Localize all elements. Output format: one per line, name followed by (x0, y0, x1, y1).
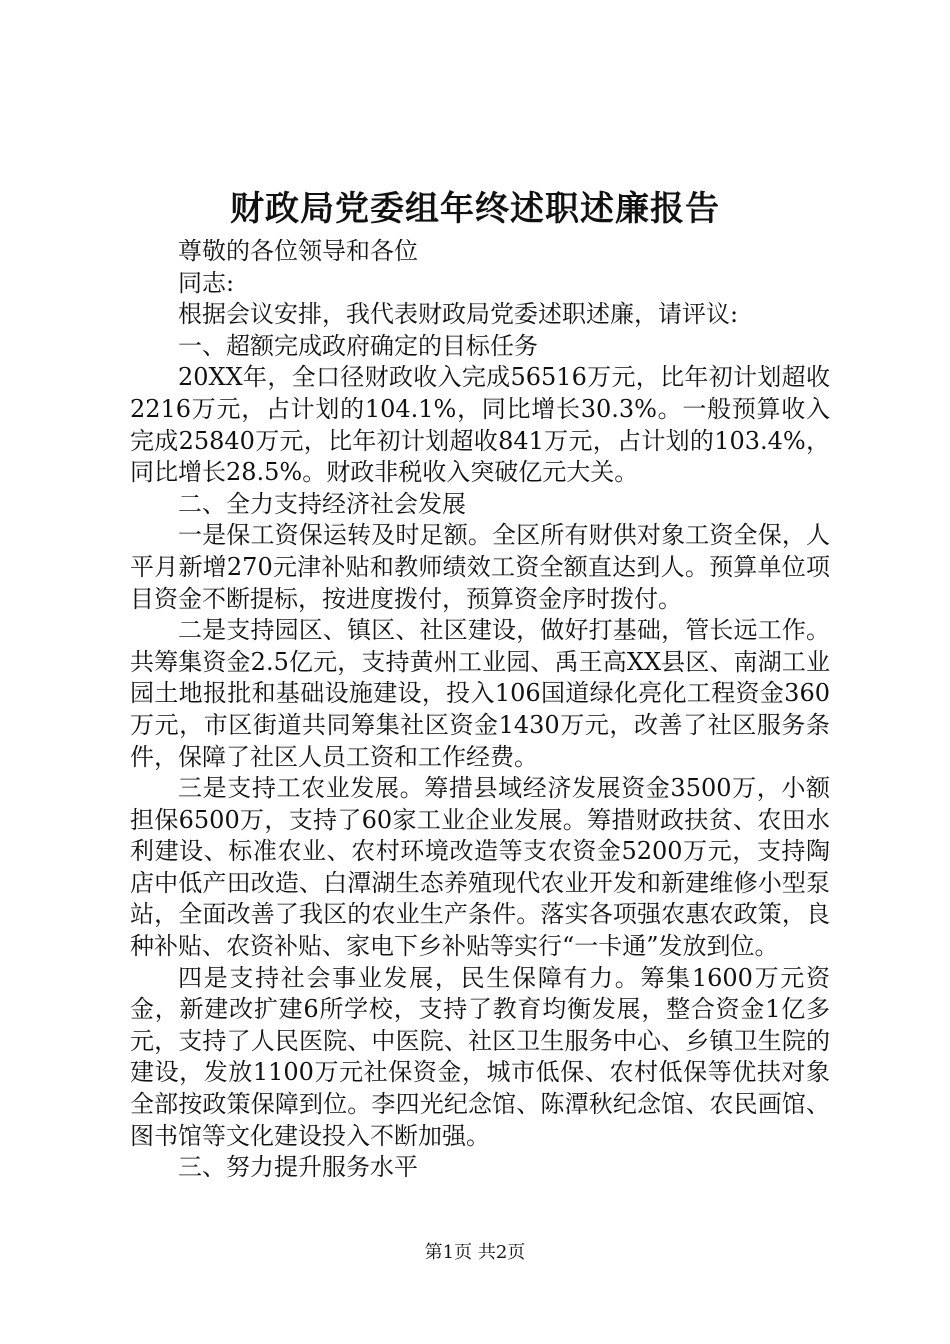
page-footer: 第1页 共2页 (424, 1242, 526, 1263)
salutation-line-1: 尊敬的各位领导和各位 (178, 237, 418, 265)
intro-paragraph: 根据会议安排，我代表财政局党委述职述廉，请评议: (178, 300, 739, 329)
section-heading-2: 二、全力支持经济社会发展 (178, 489, 466, 518)
section-heading-1: 一、超额完成政府确定的目标任务 (178, 331, 538, 360)
paragraph-wages: 一是保工资保运转及时足额。全区所有财供对象工资全保，人平月新增270元津补贴和教师绩效工资全额直达到人。预算单位项目资金不断提标，按进度拨付，预算资金序时拨付。 (130, 521, 830, 613)
section-heading-3: 三、努力提升服务水平 (178, 1153, 418, 1182)
salutation-line-2: 同志: (178, 268, 235, 297)
paragraph-infrastructure: 二是支持园区、镇区、社区建设，做好打基础，管长远工作。共筹集资金2.5亿元，支持黄州工业园、禹王高XX县区、南湖工业园土地报批和基础设施建设，投入106国道绿化亮化工程资金360万元，市区街道共同筹集社区资金1430万元，改善了社区服务条件，保障了社区人员工资和工作经费。 (130, 616, 830, 771)
document-body (130, 236, 830, 1184)
paragraph-revenue: 20XX年，全口径财政收入完成56516万元，比年初计划超收2216万元，占计划的104.1%，同比增长30.3%。一般预算收入完成25840万元，比年初计划超收841万元，占计划的103.4%，同比增长28.5%。财政非税收入突破亿元大关。 (130, 363, 830, 487)
document-title: 财政局党委组年终述职述廉报告 (230, 189, 720, 229)
paragraph-social: 四是支持社会事业发展，民生保障有力。筹集1600万元资金，新建改扩建6所学校，支持了教育均衡发展，整合资金1亿多元，支持了人民医院、中医院、社区卫生服务中心、乡镇卫生院的建设，发放1100万元社保资金，城市低保、农村低保等优扶对象全部按政策保障到位。李四光纪念馆、陈潭秋纪念馆、农民画馆、图书馆等文化建设投入不断加强。 (130, 963, 830, 1150)
paragraph-agriculture: 三是支持工农业发展。筹措县域经济发展资金3500万，小额担保6500万，支持了60家工业企业发展。筹措财政扶贫、农田水利建设、标准农业、农村环境改造等支农资金5200万元，支持陶店中低产田改造、白潭湖生态养殖现代农业开发和新建维修小型泵站，全面改善了我区的农业生产条件。落实各项强农惠农政策，良种补贴、农资补贴、家电下乡补贴等实行“一卡通”发放到位。 (130, 774, 830, 961)
